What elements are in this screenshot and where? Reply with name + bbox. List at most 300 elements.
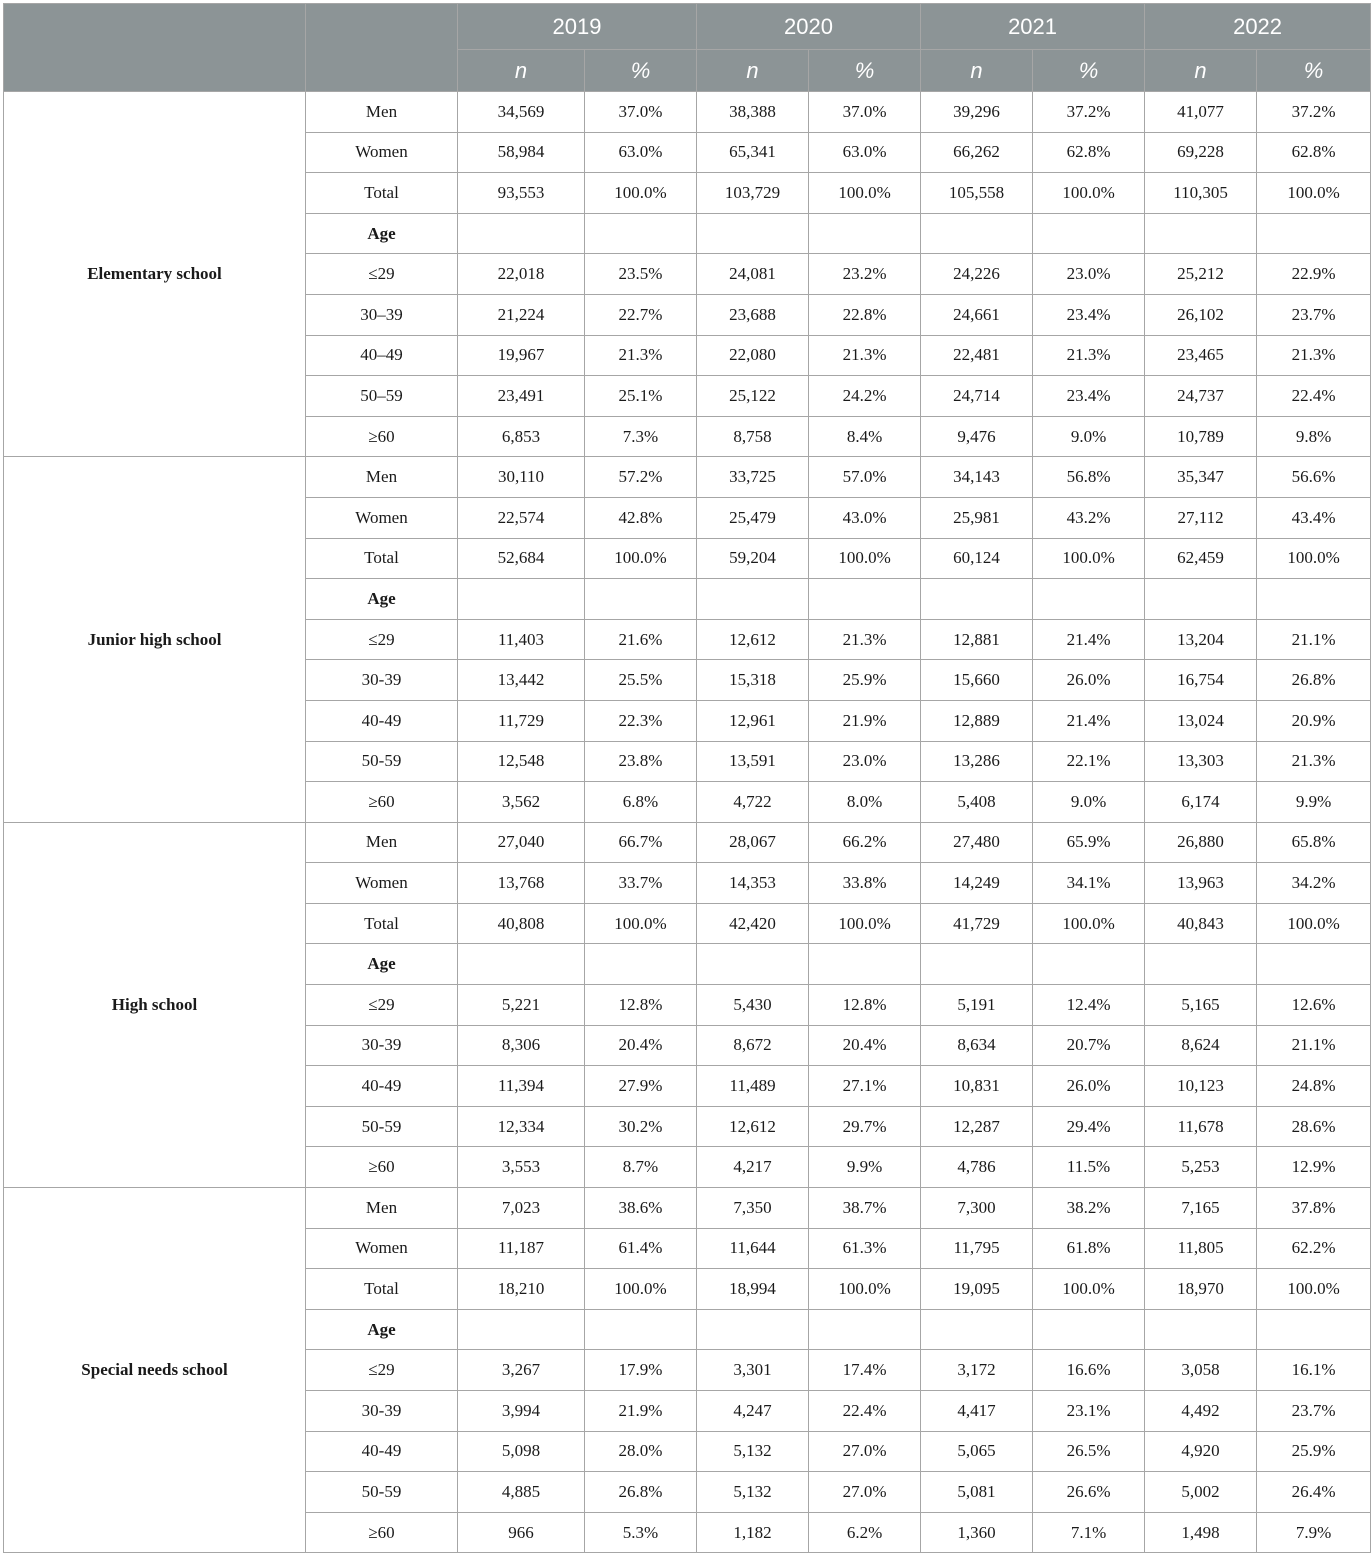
percent-cell: 66.2% — [809, 822, 921, 863]
row-label: ≤29 — [306, 1350, 458, 1391]
n-cell: 39,296 — [921, 92, 1033, 133]
percent-cell — [585, 944, 697, 985]
n-cell: 4,885 — [458, 1472, 585, 1513]
group-label: High school — [4, 822, 306, 1187]
percent-cell: 25.5% — [585, 660, 697, 701]
n-cell: 4,722 — [697, 782, 809, 823]
percent-cell: 26.6% — [1033, 1472, 1145, 1513]
percent-cell: 100.0% — [1033, 538, 1145, 579]
percent-cell — [809, 944, 921, 985]
percent-cell: 23.7% — [1257, 1391, 1371, 1432]
row-label: ≤29 — [306, 985, 458, 1026]
percent-cell: 23.5% — [585, 254, 697, 295]
n-cell: 5,191 — [921, 985, 1033, 1026]
table-row — [4, 1188, 1371, 1229]
n-cell: 4,417 — [921, 1391, 1033, 1432]
n-cell: 10,123 — [1145, 1066, 1257, 1107]
percent-cell: 21.9% — [809, 700, 921, 741]
n-cell — [921, 1309, 1033, 1350]
percent-cell: 22.4% — [809, 1391, 921, 1432]
n-cell: 13,768 — [458, 863, 585, 904]
percent-cell: 22.8% — [809, 294, 921, 335]
n-cell: 3,267 — [458, 1350, 585, 1391]
n-cell — [697, 944, 809, 985]
percent-cell: 100.0% — [1257, 173, 1371, 214]
n-cell: 4,492 — [1145, 1391, 1257, 1432]
n-cell — [921, 579, 1033, 620]
row-label: Total — [306, 1269, 458, 1310]
percent-cell: 21.4% — [1033, 700, 1145, 741]
n-cell: 10,789 — [1145, 416, 1257, 457]
n-cell: 13,024 — [1145, 700, 1257, 741]
percent-cell: 21.3% — [1257, 741, 1371, 782]
n-cell: 4,920 — [1145, 1431, 1257, 1472]
n-cell: 13,963 — [1145, 863, 1257, 904]
n-cell: 9,476 — [921, 416, 1033, 457]
percent-cell: 25.9% — [809, 660, 921, 701]
percent-cell: 33.7% — [585, 863, 697, 904]
n-cell: 13,286 — [921, 741, 1033, 782]
n-cell: 11,489 — [697, 1066, 809, 1107]
n-cell — [458, 213, 585, 254]
n-cell: 7,165 — [1145, 1188, 1257, 1229]
percent-cell: 27.0% — [809, 1472, 921, 1513]
percent-cell: 21.1% — [1257, 619, 1371, 660]
row-label: Age — [306, 1309, 458, 1350]
row-label: ≥60 — [306, 782, 458, 823]
n-cell — [697, 213, 809, 254]
n-cell: 62,459 — [1145, 538, 1257, 579]
n-cell: 14,353 — [697, 863, 809, 904]
n-cell: 103,729 — [697, 173, 809, 214]
n-cell: 3,562 — [458, 782, 585, 823]
group-label: Junior high school — [4, 457, 306, 822]
n-cell: 6,853 — [458, 416, 585, 457]
n-cell: 40,843 — [1145, 903, 1257, 944]
percent-cell — [1033, 213, 1145, 254]
row-label: Men — [306, 1188, 458, 1229]
n-cell: 105,558 — [921, 173, 1033, 214]
percent-cell: 57.2% — [585, 457, 697, 498]
row-label: ≤29 — [306, 619, 458, 660]
n-cell: 23,491 — [458, 376, 585, 417]
percent-cell: 12.8% — [585, 985, 697, 1026]
percent-cell: 100.0% — [809, 903, 921, 944]
percent-cell: 17.4% — [809, 1350, 921, 1391]
table-header — [4, 4, 1371, 92]
row-label: 50-59 — [306, 1106, 458, 1147]
percent-cell: 65.8% — [1257, 822, 1371, 863]
n-cell: 7,350 — [697, 1188, 809, 1229]
percent-cell: 8.4% — [809, 416, 921, 457]
row-label: Women — [306, 132, 458, 173]
row-label: 30-39 — [306, 1391, 458, 1432]
percent-cell: 61.3% — [809, 1228, 921, 1269]
n-cell: 22,080 — [697, 335, 809, 376]
percent-cell: 9.0% — [1033, 782, 1145, 823]
n-cell: 30,110 — [458, 457, 585, 498]
row-label: Men — [306, 92, 458, 133]
empty-header-cell — [4, 4, 306, 92]
n-cell: 5,408 — [921, 782, 1033, 823]
percent-cell: 100.0% — [585, 173, 697, 214]
n-cell — [1145, 944, 1257, 985]
n-cell — [1145, 213, 1257, 254]
n-cell: 5,253 — [1145, 1147, 1257, 1188]
n-cell: 24,081 — [697, 254, 809, 295]
row-label: 50-59 — [306, 741, 458, 782]
row-label: 40–49 — [306, 335, 458, 376]
n-cell: 5,132 — [697, 1472, 809, 1513]
n-cell: 12,881 — [921, 619, 1033, 660]
n-cell: 27,040 — [458, 822, 585, 863]
percent-cell: 23.0% — [1033, 254, 1145, 295]
percent-cell — [1257, 944, 1371, 985]
n-cell: 18,210 — [458, 1269, 585, 1310]
n-cell: 3,553 — [458, 1147, 585, 1188]
n-cell: 5,098 — [458, 1431, 585, 1472]
percent-cell — [1257, 1309, 1371, 1350]
n-cell: 3,994 — [458, 1391, 585, 1432]
percent-cell: 20.9% — [1257, 700, 1371, 741]
percent-cell: 12.8% — [809, 985, 921, 1026]
percent-cell: 30.2% — [585, 1106, 697, 1147]
n-cell: 12,961 — [697, 700, 809, 741]
percent-cell: 17.9% — [585, 1350, 697, 1391]
percent-cell: 27.0% — [809, 1431, 921, 1472]
row-label: 30–39 — [306, 294, 458, 335]
n-cell: 4,247 — [697, 1391, 809, 1432]
n-cell — [1145, 579, 1257, 620]
percent-cell: 26.8% — [585, 1472, 697, 1513]
n-cell: 41,077 — [1145, 92, 1257, 133]
n-cell: 8,624 — [1145, 1025, 1257, 1066]
n-cell: 3,301 — [697, 1350, 809, 1391]
percent-cell: 23.4% — [1033, 376, 1145, 417]
percent-cell: 57.0% — [809, 457, 921, 498]
percent-cell: 33.8% — [809, 863, 921, 904]
n-cell: 21,224 — [458, 294, 585, 335]
percent-cell: 100.0% — [1033, 173, 1145, 214]
percent-cell: 21.9% — [585, 1391, 697, 1432]
n-cell: 12,548 — [458, 741, 585, 782]
percent-cell: 11.5% — [1033, 1147, 1145, 1188]
percent-cell: 100.0% — [1257, 903, 1371, 944]
percent-cell: 28.6% — [1257, 1106, 1371, 1147]
percent-cell: 100.0% — [1033, 1269, 1145, 1310]
percent-cell: 24.8% — [1257, 1066, 1371, 1107]
n-cell: 11,678 — [1145, 1106, 1257, 1147]
row-label: Age — [306, 213, 458, 254]
percent-cell: 38.2% — [1033, 1188, 1145, 1229]
percent-cell — [1257, 579, 1371, 620]
n-cell: 33,725 — [697, 457, 809, 498]
percent-cell: 37.0% — [809, 92, 921, 133]
percent-cell: 9.0% — [1033, 416, 1145, 457]
percent-cell: 23.4% — [1033, 294, 1145, 335]
row-label: ≥60 — [306, 416, 458, 457]
percent-cell: 26.0% — [1033, 1066, 1145, 1107]
percent-cell: 29.7% — [809, 1106, 921, 1147]
n-cell: 14,249 — [921, 863, 1033, 904]
data-table — [3, 3, 1371, 1553]
percent-cell: 20.7% — [1033, 1025, 1145, 1066]
percent-cell: 100.0% — [585, 903, 697, 944]
row-label: 50–59 — [306, 376, 458, 417]
n-cell: 11,729 — [458, 700, 585, 741]
row-label: 30-39 — [306, 660, 458, 701]
n-cell: 110,305 — [1145, 173, 1257, 214]
row-label: Women — [306, 863, 458, 904]
percent-cell: 20.4% — [809, 1025, 921, 1066]
percent-cell: 21.3% — [585, 335, 697, 376]
n-cell: 8,306 — [458, 1025, 585, 1066]
row-label: 40-49 — [306, 1431, 458, 1472]
n-cell: 4,786 — [921, 1147, 1033, 1188]
table-body — [4, 92, 1371, 1553]
percent-cell: 5.3% — [585, 1512, 697, 1553]
percent-cell: 43.2% — [1033, 497, 1145, 538]
n-cell: 52,684 — [458, 538, 585, 579]
group-label: Elementary school — [4, 92, 306, 457]
n-cell: 1,360 — [921, 1512, 1033, 1553]
year-header: 2020 — [697, 4, 921, 50]
n-cell: 69,228 — [1145, 132, 1257, 173]
n-cell: 12,287 — [921, 1106, 1033, 1147]
percent-cell: 100.0% — [1033, 903, 1145, 944]
n-cell: 5,081 — [921, 1472, 1033, 1513]
n-cell: 26,102 — [1145, 294, 1257, 335]
percent-cell: 27.1% — [809, 1066, 921, 1107]
row-label: Women — [306, 1228, 458, 1269]
row-label: Total — [306, 903, 458, 944]
percent-cell: 22.4% — [1257, 376, 1371, 417]
n-cell — [921, 944, 1033, 985]
n-cell: 42,420 — [697, 903, 809, 944]
percent-cell — [585, 213, 697, 254]
percent-cell: 25.9% — [1257, 1431, 1371, 1472]
n-cell: 11,644 — [697, 1228, 809, 1269]
n-cell: 18,970 — [1145, 1269, 1257, 1310]
percent-cell: 23.2% — [809, 254, 921, 295]
percent-cell: 6.2% — [809, 1512, 921, 1553]
percent-cell: 9.8% — [1257, 416, 1371, 457]
n-cell: 5,221 — [458, 985, 585, 1026]
n-cell: 12,612 — [697, 619, 809, 660]
n-cell — [458, 944, 585, 985]
n-cell: 5,065 — [921, 1431, 1033, 1472]
row-label: Age — [306, 944, 458, 985]
n-cell — [921, 213, 1033, 254]
percent-cell — [1257, 213, 1371, 254]
row-label: 50-59 — [306, 1472, 458, 1513]
n-cell: 19,095 — [921, 1269, 1033, 1310]
row-label: 40-49 — [306, 700, 458, 741]
n-cell: 19,967 — [458, 335, 585, 376]
percent-cell: 12.4% — [1033, 985, 1145, 1026]
n-header: n — [1145, 50, 1257, 92]
row-label: ≥60 — [306, 1512, 458, 1553]
percent-cell — [1033, 1309, 1145, 1350]
percent-cell: 63.0% — [809, 132, 921, 173]
n-cell: 22,574 — [458, 497, 585, 538]
percent-cell: 6.8% — [585, 782, 697, 823]
n-cell: 13,303 — [1145, 741, 1257, 782]
n-cell: 11,187 — [458, 1228, 585, 1269]
percent-cell: 9.9% — [809, 1147, 921, 1188]
percent-cell: 100.0% — [585, 1269, 697, 1310]
n-cell: 18,994 — [697, 1269, 809, 1310]
percent-cell: 65.9% — [1033, 822, 1145, 863]
percent-cell: 27.9% — [585, 1066, 697, 1107]
n-cell: 22,481 — [921, 335, 1033, 376]
percent-cell: 34.2% — [1257, 863, 1371, 904]
n-cell: 65,341 — [697, 132, 809, 173]
n-cell: 25,981 — [921, 497, 1033, 538]
n-cell: 27,112 — [1145, 497, 1257, 538]
n-cell: 40,808 — [458, 903, 585, 944]
n-header: n — [697, 50, 809, 92]
n-cell: 15,318 — [697, 660, 809, 701]
n-cell: 24,226 — [921, 254, 1033, 295]
percent-cell: 8.0% — [809, 782, 921, 823]
percent-cell: 21.4% — [1033, 619, 1145, 660]
n-cell: 10,831 — [921, 1066, 1033, 1107]
pct-header: % — [809, 50, 921, 92]
percent-cell: 26.8% — [1257, 660, 1371, 701]
group-label: Special needs school — [4, 1188, 306, 1553]
year-header: 2022 — [1145, 4, 1371, 50]
percent-cell: 21.3% — [1257, 335, 1371, 376]
percent-cell: 100.0% — [809, 1269, 921, 1310]
percent-cell — [1033, 579, 1145, 620]
percent-cell: 7.9% — [1257, 1512, 1371, 1553]
percent-cell: 100.0% — [809, 173, 921, 214]
n-cell: 24,737 — [1145, 376, 1257, 417]
n-cell: 1,182 — [697, 1512, 809, 1553]
n-cell: 5,132 — [697, 1431, 809, 1472]
n-cell: 12,889 — [921, 700, 1033, 741]
percent-cell: 22.1% — [1033, 741, 1145, 782]
percent-cell: 62.8% — [1257, 132, 1371, 173]
n-cell: 11,394 — [458, 1066, 585, 1107]
percent-cell: 63.0% — [585, 132, 697, 173]
row-label: Age — [306, 579, 458, 620]
n-cell: 966 — [458, 1512, 585, 1553]
percent-cell: 100.0% — [585, 538, 697, 579]
percent-cell: 21.1% — [1257, 1025, 1371, 1066]
n-cell: 12,334 — [458, 1106, 585, 1147]
percent-cell: 21.3% — [1033, 335, 1145, 376]
n-cell: 7,023 — [458, 1188, 585, 1229]
percent-cell: 61.8% — [1033, 1228, 1145, 1269]
n-cell: 41,729 — [921, 903, 1033, 944]
percent-cell: 56.8% — [1033, 457, 1145, 498]
n-cell: 8,634 — [921, 1025, 1033, 1066]
percent-cell: 56.6% — [1257, 457, 1371, 498]
n-cell: 8,758 — [697, 416, 809, 457]
percent-cell: 16.6% — [1033, 1350, 1145, 1391]
n-cell: 11,795 — [921, 1228, 1033, 1269]
n-cell: 28,067 — [697, 822, 809, 863]
n-cell: 13,204 — [1145, 619, 1257, 660]
n-cell — [458, 579, 585, 620]
percent-cell: 22.7% — [585, 294, 697, 335]
n-cell: 3,172 — [921, 1350, 1033, 1391]
percent-cell: 66.7% — [585, 822, 697, 863]
percent-cell: 23.8% — [585, 741, 697, 782]
n-cell: 3,058 — [1145, 1350, 1257, 1391]
percent-cell — [585, 1309, 697, 1350]
n-cell: 5,002 — [1145, 1472, 1257, 1513]
n-cell: 26,880 — [1145, 822, 1257, 863]
n-cell — [697, 1309, 809, 1350]
percent-cell: 100.0% — [809, 538, 921, 579]
n-cell: 25,479 — [697, 497, 809, 538]
n-cell: 11,805 — [1145, 1228, 1257, 1269]
n-cell: 24,714 — [921, 376, 1033, 417]
percent-cell: 22.9% — [1257, 254, 1371, 295]
row-label: 30-39 — [306, 1025, 458, 1066]
row-label: ≥60 — [306, 1147, 458, 1188]
n-cell: 23,465 — [1145, 335, 1257, 376]
n-cell: 13,442 — [458, 660, 585, 701]
percent-cell: 38.7% — [809, 1188, 921, 1229]
n-cell: 16,754 — [1145, 660, 1257, 701]
n-cell: 25,212 — [1145, 254, 1257, 295]
n-cell: 22,018 — [458, 254, 585, 295]
percent-cell — [809, 213, 921, 254]
percent-cell: 23.0% — [809, 741, 921, 782]
percent-cell: 26.5% — [1033, 1431, 1145, 1472]
n-cell — [458, 1309, 585, 1350]
row-label: Total — [306, 538, 458, 579]
n-cell: 25,122 — [697, 376, 809, 417]
percent-cell: 21.3% — [809, 619, 921, 660]
n-cell: 35,347 — [1145, 457, 1257, 498]
percent-cell — [1033, 944, 1145, 985]
percent-cell: 42.8% — [585, 497, 697, 538]
percent-cell: 12.9% — [1257, 1147, 1371, 1188]
n-cell: 11,403 — [458, 619, 585, 660]
row-label: Women — [306, 497, 458, 538]
pct-header: % — [1033, 50, 1145, 92]
empty-header-cell — [306, 4, 458, 92]
pct-header: % — [585, 50, 697, 92]
percent-cell: 34.1% — [1033, 863, 1145, 904]
percent-cell: 100.0% — [1257, 1269, 1371, 1310]
percent-cell: 62.2% — [1257, 1228, 1371, 1269]
n-cell — [1145, 1309, 1257, 1350]
percent-cell: 22.3% — [585, 700, 697, 741]
percent-cell: 37.0% — [585, 92, 697, 133]
percent-cell: 20.4% — [585, 1025, 697, 1066]
percent-cell: 37.2% — [1033, 92, 1145, 133]
table-row — [4, 92, 1371, 133]
percent-cell: 26.0% — [1033, 660, 1145, 701]
percent-cell: 62.8% — [1033, 132, 1145, 173]
row-label: Total — [306, 173, 458, 214]
year-header: 2021 — [921, 4, 1145, 50]
percent-cell: 28.0% — [585, 1431, 697, 1472]
n-header: n — [921, 50, 1033, 92]
percent-cell: 38.6% — [585, 1188, 697, 1229]
percent-cell: 12.6% — [1257, 985, 1371, 1026]
percent-cell — [585, 579, 697, 620]
percent-cell: 37.8% — [1257, 1188, 1371, 1229]
percent-cell: 8.7% — [585, 1147, 697, 1188]
n-cell: 38,388 — [697, 92, 809, 133]
